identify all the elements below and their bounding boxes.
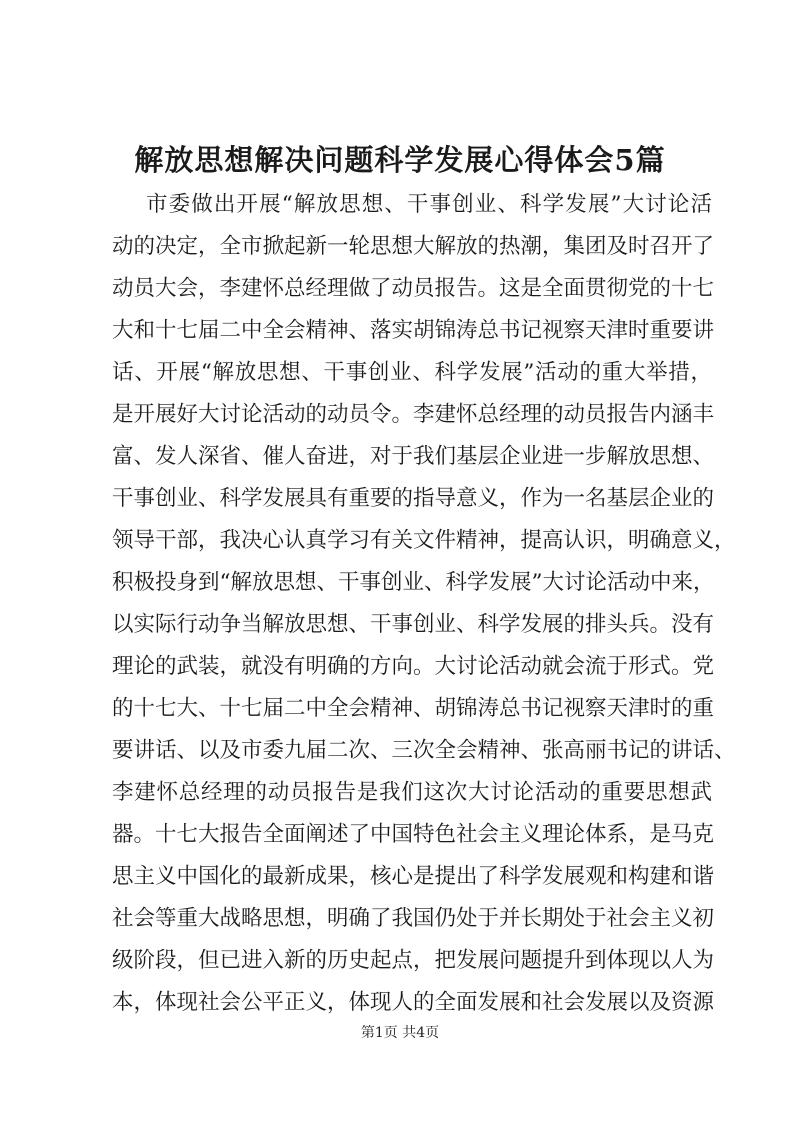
- paragraph-line: 以实际行动争当解放思想、干事创业、科学发展的排头兵。没有: [112, 612, 715, 637]
- paragraph-line: 市委做出开展“解放思想、干事创业、科学发展”大讨论活: [146, 192, 712, 217]
- paragraph-line: 领导干部，我决心认真学习有关文件精神，提高认识，明确意义，: [112, 528, 736, 553]
- document-title: 解放思想解决问题科学发展心得体会5篇: [134, 143, 666, 177]
- paragraph-line: 动的决定，全市掀起新一轮思想大解放的热潮，集团及时召开了: [112, 234, 715, 259]
- paragraph-line: 富、发人深省、催人奋进，对于我们基层企业进一步解放思想、: [112, 444, 715, 469]
- paragraph-line: 理论的武装，就没有明确的方向。大讨论活动就会流于形式。党: [112, 654, 715, 679]
- paragraph-line: 级阶段，但已进入新的历史起点，把发展问题提升到体现以人为: [112, 948, 715, 973]
- paragraph-line: 思主义中国化的最新成果，核心是提出了科学发展观和构建和谐: [112, 864, 715, 889]
- paragraph-line: 是开展好大讨论活动的动员令。李建怀总经理的动员报告内涵丰: [112, 402, 715, 427]
- paragraph-line: 李建怀总经理的动员报告是我们这次大讨论活动的重要思想武: [112, 780, 712, 805]
- paragraph-line: 要讲话、以及市委九届二次、三次全会精神、张高丽书记的讲话、: [112, 738, 736, 763]
- paragraph-line: 器。十七大报告全面阐述了中国特色社会主义理论体系，是马克: [112, 822, 715, 847]
- document-body: [112, 184, 736, 1024]
- paragraph-line: 大和十七届二中全会精神、落实胡锦涛总书记视察天津时重要讲: [112, 318, 715, 343]
- paragraph-line: 的十七大、十七届二中全会精神、胡锦涛总书记视察天津时的重: [112, 696, 715, 721]
- paragraph-line: 话、开展“解放思想、干事创业、科学发展”活动的重大举措，: [112, 360, 712, 385]
- paragraph-line: 干事创业、科学发展具有重要的指导意义，作为一名基层企业的: [112, 486, 715, 511]
- paragraph-line: 动员大会，李建怀总经理做了动员报告。这是全面贯彻党的十七: [112, 276, 715, 301]
- paragraph-line: 积极投身到“解放思想、干事创业、科学发展”大讨论活动中来，: [112, 570, 715, 595]
- paragraph-line: 社会等重大战略思想，明确了我国仍处于并长期处于社会主义初: [112, 906, 715, 931]
- page-indicator: 第1页 共4页: [360, 1025, 440, 1041]
- paragraph-line: 本，体现社会公平正义，体现人的全面发展和社会发展以及资源: [112, 990, 715, 1015]
